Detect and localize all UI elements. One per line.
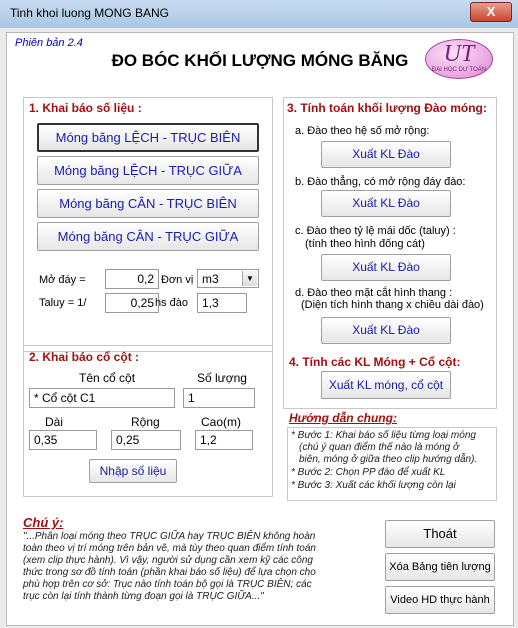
title-bar — [0, 0, 518, 29]
note-title: Chú ý: — [23, 515, 64, 530]
section-2-title: 2. Khai báo cổ cột : — [29, 350, 140, 364]
dao-a-label: a. Đào theo hệ số mở rộng: — [295, 125, 430, 137]
dai-label: Dài — [45, 415, 64, 429]
window-title: Tinh khoi luong MONG BANG — [10, 6, 169, 20]
mong-lech-truc-giua-button[interactable]: Móng băng LỆCH - TRỤC GIỮA — [37, 156, 259, 185]
note-line-3: (xem clip thực hành). Vì vậy, người sử dụng cần xem kỹ các công — [23, 555, 313, 566]
rong-input[interactable]: 0,25 — [111, 430, 181, 450]
nhap-so-lieu-button[interactable]: Nhập số liệu — [89, 459, 177, 483]
dao-b-label: b. Đào thẳng, có mở rộng đáy đào: — [295, 176, 466, 188]
dialog-client — [0, 28, 518, 628]
note-line-6: trục còn lại tính thành từng đoạn gọi là TRỤC GIỮA..." — [23, 591, 264, 602]
xoa-bang-tien-luong-button[interactable]: Xóa Bảng tiên lượng — [385, 553, 495, 581]
mong-lech-truc-bien-button[interactable]: Móng băng LỆCH - TRỤC BIÊN — [37, 123, 259, 152]
taluy-input[interactable]: 0,25 — [105, 293, 159, 313]
section-1-title: 1. Khai báo số liệu : — [29, 101, 142, 115]
guide-line-1: * Bước 1: Khai báo số liệu từng loại móng — [291, 430, 476, 441]
dao-c-sublabel: (tính theo hình đống cát) — [305, 238, 425, 250]
so-luong-label: Số lượng — [197, 371, 247, 385]
don-vi-value: m3 — [202, 272, 219, 286]
xuat-kl-dao-a-button[interactable]: Xuất KL Đào — [321, 141, 451, 168]
chevron-down-icon[interactable]: ▼ — [242, 271, 257, 286]
dao-c-label: c. Đào theo tỷ lệ mái dốc (taluy) : — [295, 225, 456, 237]
xuat-kl-dao-b-button[interactable]: Xuất KL Đào — [321, 190, 451, 217]
note-line-2: toàn theo vị trí móng trên bản vẽ, mà tùy theo quan điểm tính toán — [23, 543, 316, 554]
dao-d-label: d. Đào theo mặt cắt hình thang : — [295, 287, 453, 299]
version-label: Phiên bản 2.4 — [15, 37, 83, 49]
xuat-kl-mong-co-cot-button[interactable]: Xuất KL móng, cổ cột — [321, 371, 451, 399]
note-line-5: phù hợp trên cơ sở: Trục nào tính toán bộ gọi là TRỤC BIÊN; các — [23, 579, 312, 590]
guide-line-4: * Bước 2: Chọn PP đào để xuất KL — [291, 467, 446, 478]
guide-title: Hướng dẫn chung: — [289, 411, 397, 425]
ut-logo — [425, 39, 493, 79]
dai-input[interactable]: 0,35 — [29, 430, 97, 450]
mong-can-truc-bien-button[interactable]: Móng băng CÂN - TRỤC BIÊN — [37, 189, 259, 218]
xuat-kl-dao-d-button[interactable]: Xuất KL Đào — [321, 317, 451, 344]
note-line-4: thức trong sơ đồ tính toán (phần khai báo số liệu) để lựa chọn cho — [23, 567, 316, 578]
xuat-kl-dao-c-button[interactable]: Xuất KL Đào — [321, 254, 451, 281]
don-vi-select[interactable] — [197, 269, 259, 288]
don-vi-label: Đơn vị — [161, 274, 194, 286]
guide-line-3: biên, móng ở giữa theo clip hướng dẫn). — [299, 454, 478, 465]
section-3-title: 3. Tính toán khối lượng Đào móng: — [287, 101, 487, 115]
ten-co-cot-input[interactable]: * Cổ cột C1 — [29, 388, 175, 408]
thoat-button[interactable]: Thoát — [385, 520, 495, 548]
dao-d-sublabel: (Diện tích hình thang x chiều dài đào) — [301, 299, 484, 311]
cao-input[interactable]: 1,2 — [195, 430, 253, 450]
section-4-title: 4. Tính các KL Móng + Cổ cột: — [289, 355, 461, 369]
guide-line-5: * Bước 3: Xuất các khối lượng còn lại — [291, 480, 456, 491]
logo-subtext: ĐẠI HỌC DỰ TOÁN — [431, 67, 487, 73]
cao-label: Cao(m) — [201, 415, 242, 429]
mo-day-label: Mở đáy = — [39, 274, 86, 286]
so-luong-input[interactable]: 1 — [183, 388, 255, 408]
page-title: ĐO BÓC KHỐI LƯỢNG MÓNG BĂNG — [111, 51, 409, 70]
video-hd-button[interactable]: Video HD thực hành — [385, 586, 495, 614]
mong-can-truc-giua-button[interactable]: Móng băng CÂN - TRỤC GIỮA — [37, 222, 259, 251]
note-line-1: "...Phân loại móng theo TRỤC GIỮA hay TRỤC BIÊN không hoàn — [23, 531, 316, 542]
close-button[interactable]: X — [470, 2, 512, 22]
taluy-label: Taluy = 1/ — [39, 297, 87, 309]
rong-label: Rộng — [131, 415, 160, 429]
hs-dao-label: hs đào — [155, 297, 189, 309]
hs-dao-input[interactable]: 1,3 — [197, 293, 247, 313]
ten-co-cot-label: Tên cổ cột — [79, 371, 136, 385]
dialog-panel — [6, 32, 514, 626]
logo-text: UT — [443, 41, 475, 67]
mo-day-input[interactable]: 0,2 — [105, 269, 159, 289]
guide-line-2: (chú ý quan điểm thế nào là móng ở — [299, 442, 460, 453]
